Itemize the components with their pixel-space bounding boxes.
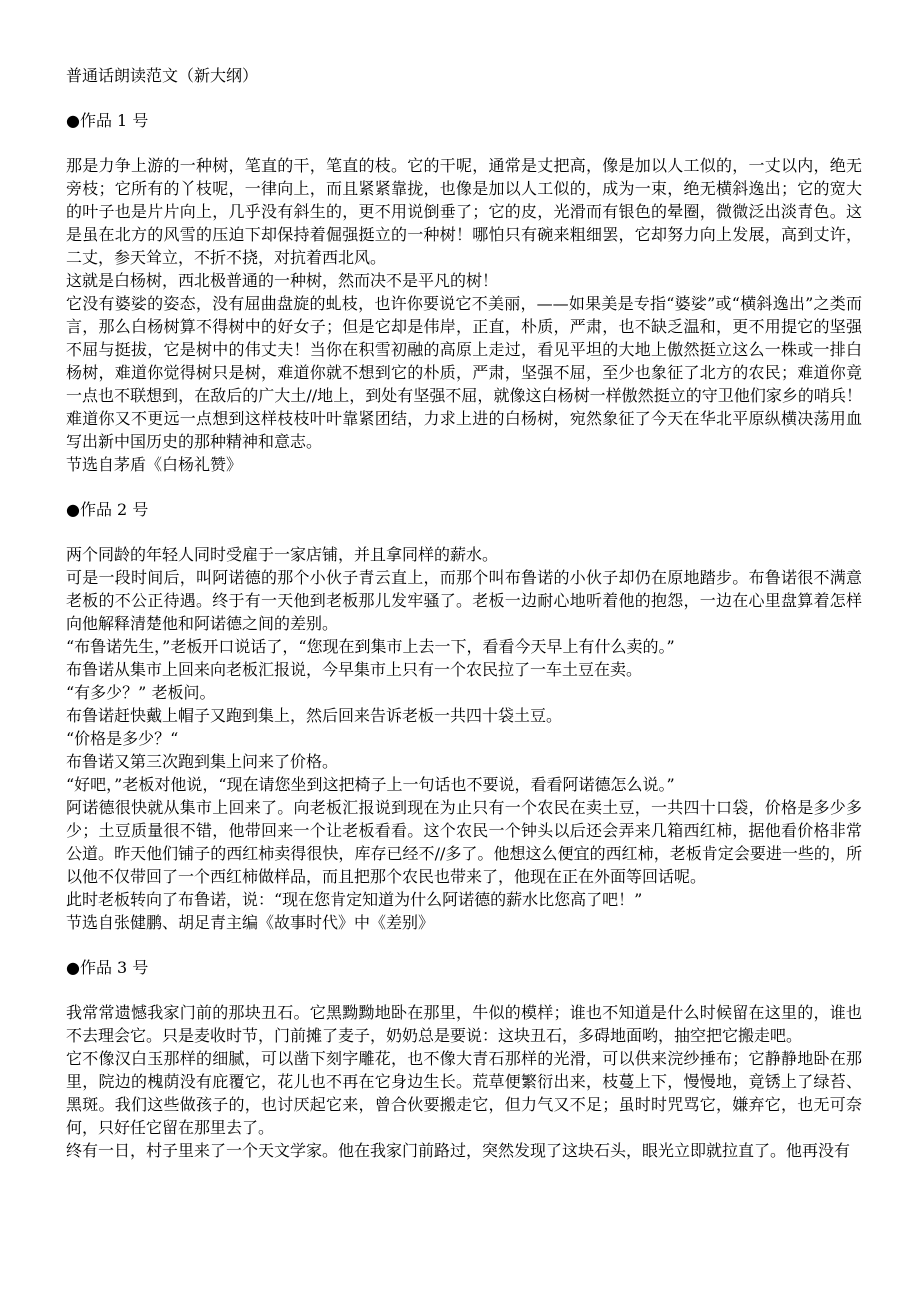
- work-body: [66, 1001, 862, 1162]
- paragraph: 布鲁诺从集市上回来向老板汇报说，今早集市上只有一个农民拉了一车土豆在卖。: [66, 660, 643, 679]
- work-heading: ●作品 2 号: [66, 500, 149, 519]
- paragraph: 终有一日，村子里来了一个天文学家。他在我家门前路过，突然发现了这块石头，眼光立即就拉直了。他再没有: [66, 1141, 851, 1160]
- work-body: [66, 543, 862, 934]
- paragraph: “价格是多少？“: [66, 729, 179, 748]
- paragraph: 布鲁诺又第三次跑到集上问来了价格。: [66, 752, 339, 771]
- work-heading: ●作品 1 号: [66, 111, 149, 130]
- work-heading: ●作品 3 号: [66, 958, 149, 977]
- paragraph: 阿诺德很快就从集市上回来了。向老板汇报说到现在为止只有一个农民在卖土豆，一共四十口袋，价格是多少多少；土豆质量很不错，他带回来一个让老板看看。这个农民一个钟头以后还会弄来几箱西红柿，据他看价格非常公道。昨天他们铺子的西红柿卖得很快，库存已经不//多了。他想这么便宜的西红柿，老板肯定会要进一些的，所以他不仅带回了一个西红柿做样品，而且把那个农民也带来了，他现在正在外面等回话呢。: [66, 798, 862, 886]
- document-title: 普通话朗读范文（新大纲）: [66, 66, 259, 85]
- paragraph: 布鲁诺赶快戴上帽子又跑到集上，然后回来告诉老板一共四十袋土豆。: [66, 706, 563, 725]
- paragraph: “有多少？” 老板问。: [66, 683, 216, 702]
- paragraph: 我常常遗憾我家门前的那块丑石。它黑黝黝地卧在那里，牛似的模样；谁也不知道是什么时候留在这里的，谁也不去理会它。只是麦收时节，门前摊了麦子，奶奶总是要说：这块丑石，多碍地面哟，抽空把它搬走吧。: [66, 1003, 862, 1045]
- paragraph: 它没有婆娑的姿态，没有屈曲盘旋的虬枝，也许你要说它不美丽，——如果美是专指“婆娑”或“横斜逸出”之类而言，那么白杨树算不得树中的好女子；但是它却是伟岸，正直，朴质，严肃，也不缺乏温和，更不用提它的坚强不屈与挺拔，它是树中的伟丈夫！当你在积雪初融的高原上走过，看见平坦的大地上傲然挺立这么一株或一排白杨树，难道你觉得树只是树，难道你就不想到它的朴质，严肃，坚强不屈，至少也象征了北方的农民；难道你竟一点也不联想到，在敌后的广大土//地上，到处有坚强不屈，就像这白杨树一样傲然挺立的守卫他们家乡的哨兵！难道你又不更远一点想到这样枝枝叶叶靠紧团结，力求上进的白杨树，宛然象征了今天在华北平原纵横决荡用血写出新中国历史的那种精神和意志。: [66, 294, 862, 451]
- work-body: [66, 154, 862, 476]
- paragraph: “好吧，”老板对他说，“现在请您坐到这把椅子上一句话也不要说，看看阿诺德怎么说。”: [66, 775, 675, 794]
- source-citation: 节选自张健鹏、胡足青主编《故事时代》中《差别》: [66, 913, 435, 932]
- paragraph: 它不像汉白玉那样的细腻，可以凿下刻字雕花，也不像大青石那样的光滑，可以供来浣纱捶布；它静静地卧在那里，院边的槐荫没有庇覆它，花儿也不再在它身边生长。荒草便繁衍出来，枝蔓上下，慢慢地，竟锈上了绿苔、黑斑。我们这些做孩子的，也讨厌起它来，曾合伙要搬走它，但力气又不足；虽时时咒骂它，嫌弃它，也无可奈何，只好任它留在那里去了。: [66, 1049, 862, 1137]
- paragraph: “布鲁诺先生，”老板开口说话了，“您现在到集市上去一下，看看今天早上有什么卖的。”: [66, 637, 675, 656]
- paragraph: 那是力争上游的一种树，笔直的干，笔直的枝。它的干呢，通常是丈把高，像是加以人工似的，一丈以内，绝无旁枝；它所有的丫枝呢，一律向上，而且紧紧靠拢，也像是加以人工似的，成为一束，绝无横斜逸出；它的宽大的叶子也是片片向上，几乎没有斜生的，更不用说倒垂了；它的皮，光滑而有银色的晕圈，微微泛出淡青色。这是虽在北方的风雪的压迫下却保持着倔强挺立的一种树！哪怕只有碗来粗细罢，它却努力向上发展，高到丈许，二丈，参天耸立，不折不挠，对抗着西北风。: [66, 156, 862, 267]
- source-citation: 节选自茅盾《白杨礼赞》: [66, 455, 243, 474]
- paragraph: 可是一段时间后，叫阿诺德的那个小伙子青云直上，而那个叫布鲁诺的小伙子却仍在原地踏步。布鲁诺很不满意老板的不公正待遇。终于有一天他到老板那儿发牢骚了。老板一边耐心地听着他的抱怨，一边在心里盘算着怎样向他解释清楚他和阿诺德之间的差别。: [66, 568, 862, 633]
- paragraph: 两个同龄的年轻人同时受雇于一家店铺，并且拿同样的薪水。: [66, 545, 499, 564]
- paragraph: 此时老板转向了布鲁诺，说：“现在您肯定知道为什么阿诺德的薪水比您高了吧！”: [66, 890, 643, 909]
- paragraph: 这就是白杨树，西北极普通的一种树，然而决不是平凡的树！: [66, 271, 499, 290]
